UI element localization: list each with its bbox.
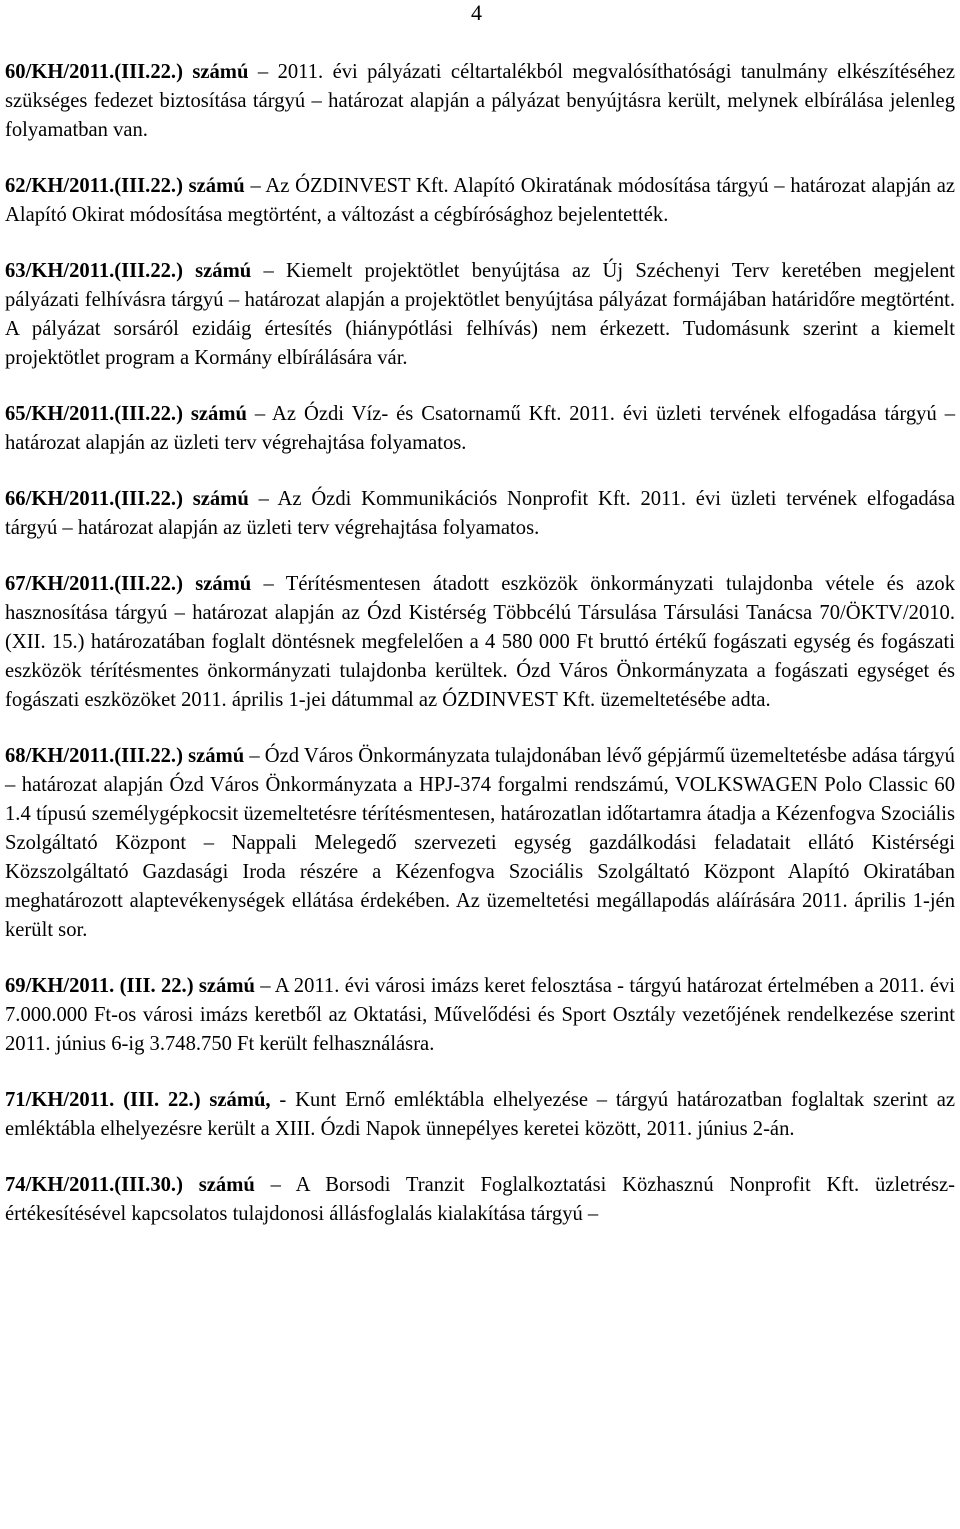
paragraph-text: – Ózd Város Önkormányzata tulajdonában lévő gépjármű üzemeltetésbe adása tárgyú – határozat alapján Ózd Város Önkormányzata a HPJ-374 forgalmi rendszámú, VOLKSWAGEN Polo Classic 60 1.4 típusú személygépkocsit üzemeltetésre térítésmentesen, határozatlan időtartamra átadja a Kézenfogva Szociális Szolgáltató Központ – Nappali Melegedő szervezeti egység gazdálkodási feladatait ellátó Kistérségi Közszolgáltató Gazdasági Iroda részére a Kézenfogva Szociális Szolgáltató Központ Alapító Okiratában meghatározott alaptevékenységek ellátása érdekében. Az üzemeltetési megállapodás aláírására 2011. április 1-jén került sor. xyxy=(5,745,955,941)
paragraph-text: – Az Ózdi Víz- és Csatornamű Kft. 2011. évi üzleti tervének elfogadása tárgyú – határozat alapján az üzleti terv végrehajtása folyamatos. xyxy=(5,403,955,454)
paragraph-text: – Térítésmentesen átadott eszközök önkormányzati tulajdonba vétele és azok hasznosítása tárgyú – határozat alapján az Ózd Kistérség Többcélú Társulása Társulási Tanácsa 70/ÖKTV/2010.(XII. 15.) határozatában foglalt döntésnek megfelelően a 4 580 000 Ft bruttó értékű fogászati egység és fogászati eszközök térítésmentes önkormányzati tulajdonba kerültek. Ózd Város Önkormányzata a fogászati egységet és fogászati eszközöket 2011. április 1-jei dátummal az ÓZDINVEST Kft. üzemeltetésébe adta. xyxy=(5,573,955,711)
document-body xyxy=(5,58,955,1229)
paragraph-text: – A 2011. évi városi imázs keret felosztása - tárgyú határozat értelmében a 2011. évi 7.000.000 Ft-os városi imázs keretből az Oktatási, Művelődési és Sport Osztály vezetőjének rendelkezése szerint 2011. június 6-ig 3.748.750 Ft került felhasználásra. xyxy=(5,975,955,1055)
paragraph-text: - Kunt Ernő emléktábla elhelyezése – tárgyú határozatban foglaltak szerint az emléktábla elhelyezésre került a XIII. Ózdi Napok ünnepélyes keretei között, 2011. június 2-án. xyxy=(5,1089,955,1140)
resolution-ref: 63/KH/2011.(III.22.) számú xyxy=(5,260,252,282)
resolution-ref: 67/KH/2011.(III.22.) számú xyxy=(5,573,252,595)
resolution-ref: 60/KH/2011.(III.22.) számú xyxy=(5,61,249,83)
paragraph-text: – Az Ózdi Kommunikációs Nonprofit Kft. 2011. évi üzleti tervének elfogadása tárgyú – határozat alapján az üzleti terv végrehajtása folyamatos. xyxy=(5,488,955,539)
resolution-ref: 65/KH/2011.(III.22.) számú xyxy=(5,403,247,425)
resolution-ref: 68/KH/2011.(III.22.) számú xyxy=(5,745,245,767)
resolution-ref: 69/KH/2011. (III. 22.) számú xyxy=(5,975,255,997)
paragraph-60 xyxy=(5,58,955,145)
paragraph-65 xyxy=(5,400,955,458)
resolution-ref: 66/KH/2011.(III.22.) számú xyxy=(5,488,249,510)
paragraph-text: – Az ÓZDINVEST Kft. Alapító Okiratának módosítása tárgyú – határozat alapján az Alapító Okirat módosítása megtörtént, a változást a cégbírósághoz bejelentették. xyxy=(5,175,955,226)
paragraph-74 xyxy=(5,1171,955,1229)
paragraph-68 xyxy=(5,742,955,945)
paragraph-text: – Kiemelt projektötlet benyújtása az Új Széchenyi Terv keretében megjelent pályázati felhívásra tárgyú – határozat alapján a projektötlet benyújtása pályázat formájában határidőre megtörtént. A pályázat sorsáról ezidáig értesítés (hiánypótlási felhívás) nem érkezett. Tudomásunk szerint a kiemelt projektötlet program a Kormány elbírálására vár. xyxy=(5,260,955,369)
resolution-ref: 71/KH/2011. (III. 22.) számú, xyxy=(5,1089,271,1111)
paragraph-71 xyxy=(5,1086,955,1144)
paragraph-63 xyxy=(5,257,955,373)
paragraph-text: – 2011. évi pályázati céltartalékból megvalósíthatósági tanulmány elkészítéséhez szükséges fedezet biztosítása tárgyú – határozat alapján a pályázat benyújtásra került, melynek elbírálása jelenleg folyamatban van. xyxy=(5,61,955,141)
paragraph-67 xyxy=(5,570,955,715)
paragraph-66 xyxy=(5,485,955,543)
paragraph-62 xyxy=(5,172,955,230)
page-number: 4 xyxy=(471,0,482,25)
paragraph-69 xyxy=(5,972,955,1059)
resolution-ref: 74/KH/2011.(III.30.) számú xyxy=(5,1174,255,1196)
resolution-ref: 62/KH/2011.(III.22.) számú xyxy=(5,175,245,197)
paragraph-text: – A Borsodi Tranzit Foglalkoztatási Közhasznú Nonprofit Kft. üzletrész-értékesítésével kapcsolatos tulajdonosi állásfoglalás kialakítása tárgyú – xyxy=(5,1174,955,1225)
